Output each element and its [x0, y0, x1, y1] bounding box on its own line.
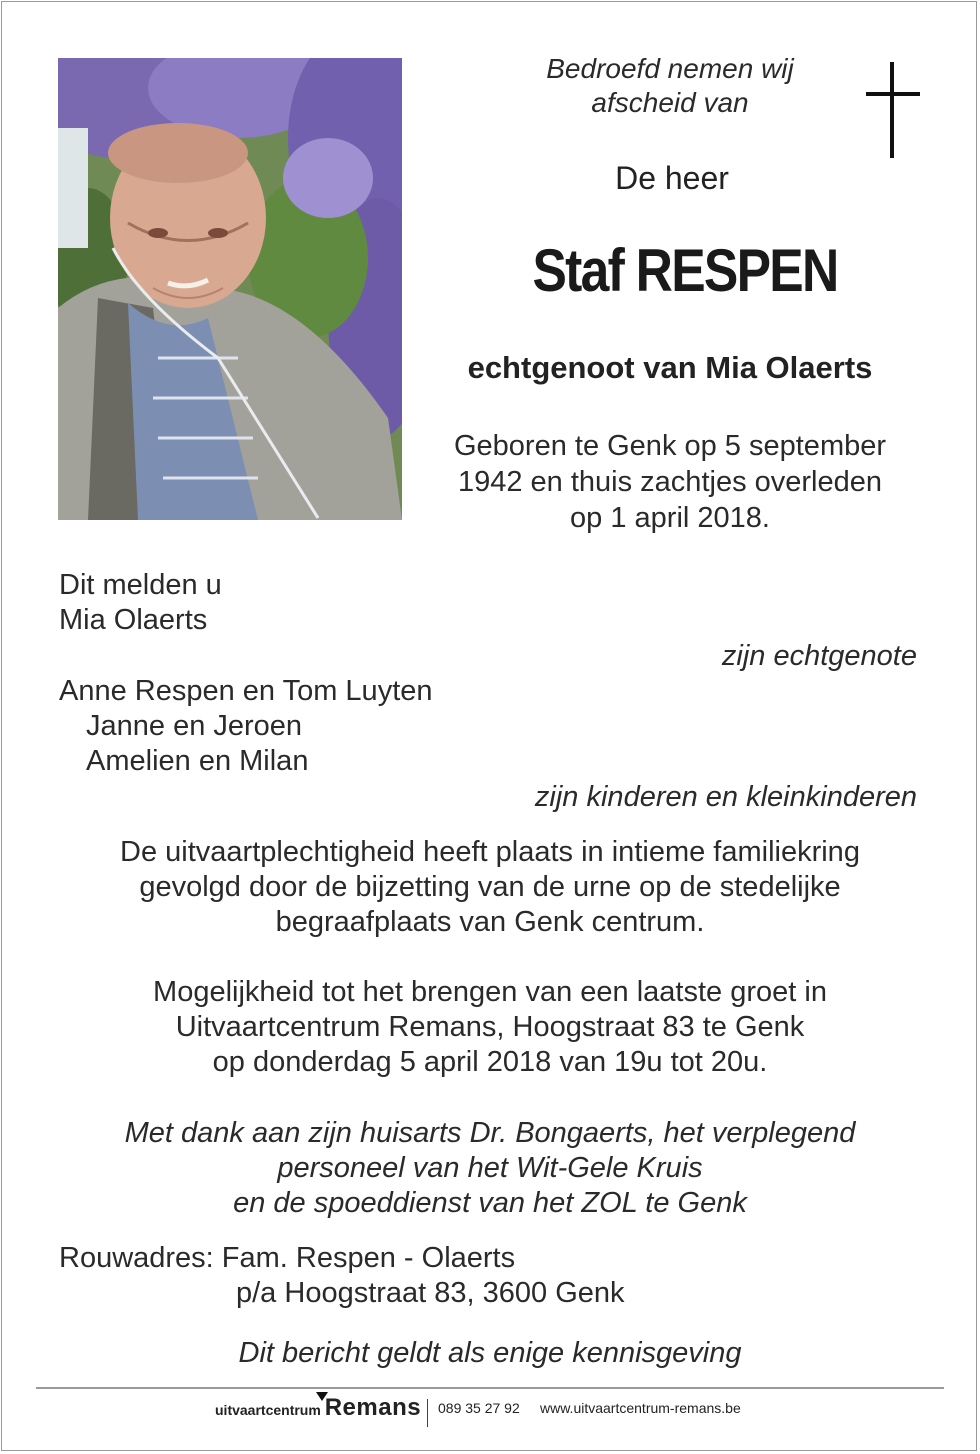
ceremony-line-2: gevolgd door de bijzetting van de urne op de stedelijke	[139, 871, 841, 903]
birth-death-info	[420, 428, 920, 536]
mourning-address-line-1: Rouwadres: Fam. Respen - Olaerts	[59, 1242, 516, 1274]
birth-line-2: 1942 en thuis zachtjes overleden	[457, 466, 882, 498]
grandchildren-2: Amelien en Milan	[86, 745, 309, 777]
thanks-line-2: personeel van het Wit-Gele Kruis	[277, 1152, 703, 1184]
thanks-line-3: en de spoeddienst van het ZOL te Genk	[233, 1187, 747, 1219]
brand-small: uitvaartcentrum	[215, 1402, 321, 1418]
intro-line-2: afscheid van	[591, 87, 749, 118]
portrait-photo	[58, 58, 402, 520]
spouse-name: Mia Olaerts	[59, 604, 208, 636]
footer-phone: 089 35 27 92	[438, 1400, 520, 1416]
brand-big: Remans	[324, 1394, 422, 1421]
cross-icon-bar	[866, 92, 920, 96]
children-names: Anne Respen en Tom Luyten	[59, 675, 433, 707]
funeral-home-brand	[215, 1394, 421, 1422]
birth-line-1: Geboren te Genk op 5 september	[453, 430, 887, 462]
portrait-image	[58, 58, 402, 520]
grandchildren-1: Janne en Jeroen	[86, 710, 303, 742]
deceased-name: Staf RESPEN	[532, 237, 838, 304]
footer-website[interactable]: www.uitvaartcentrum-remans.be	[540, 1400, 741, 1416]
intro-line-1: Bedroefd nemen wij	[546, 53, 794, 84]
footer-divider	[36, 1387, 944, 1389]
visit-line-1: Mogelijkheid tot het brengen van een laatste groet in	[153, 976, 827, 1008]
announcement-opening: Dit melden u	[59, 569, 222, 601]
closing-note: Dit bericht geldt als enige kennisgeving	[238, 1337, 742, 1369]
ceremony-line-1: De uitvaartplechtigheid heeft plaats in intieme familiekring	[120, 836, 860, 868]
intro-text	[500, 52, 840, 120]
salutation: De heer	[615, 160, 729, 196]
children-role: zijn kinderen en kleinkinderen	[534, 781, 917, 813]
visit-line-2: Uitvaartcentrum Remans, Hoogstraat 83 te Genk	[175, 1011, 805, 1043]
visit-line-3: op donderdag 5 april 2018 van 19u tot 20u.	[212, 1046, 768, 1078]
mourning-address-line-2: p/a Hoogstraat 83, 3600 Genk	[236, 1277, 625, 1309]
spouse-role: zijn echtgenote	[721, 640, 917, 672]
birth-line-3: op 1 april 2018.	[570, 502, 770, 534]
cross-icon	[890, 62, 894, 158]
ceremony-line-3: begraafplaats van Genk centrum.	[275, 906, 705, 938]
footer-separator	[427, 1399, 428, 1427]
spouse-line: echtgenoot van Mia Olaerts	[467, 350, 873, 385]
thanks-line-1: Met dank aan zijn huisarts Dr. Bongaerts, het verplegend	[124, 1117, 856, 1149]
